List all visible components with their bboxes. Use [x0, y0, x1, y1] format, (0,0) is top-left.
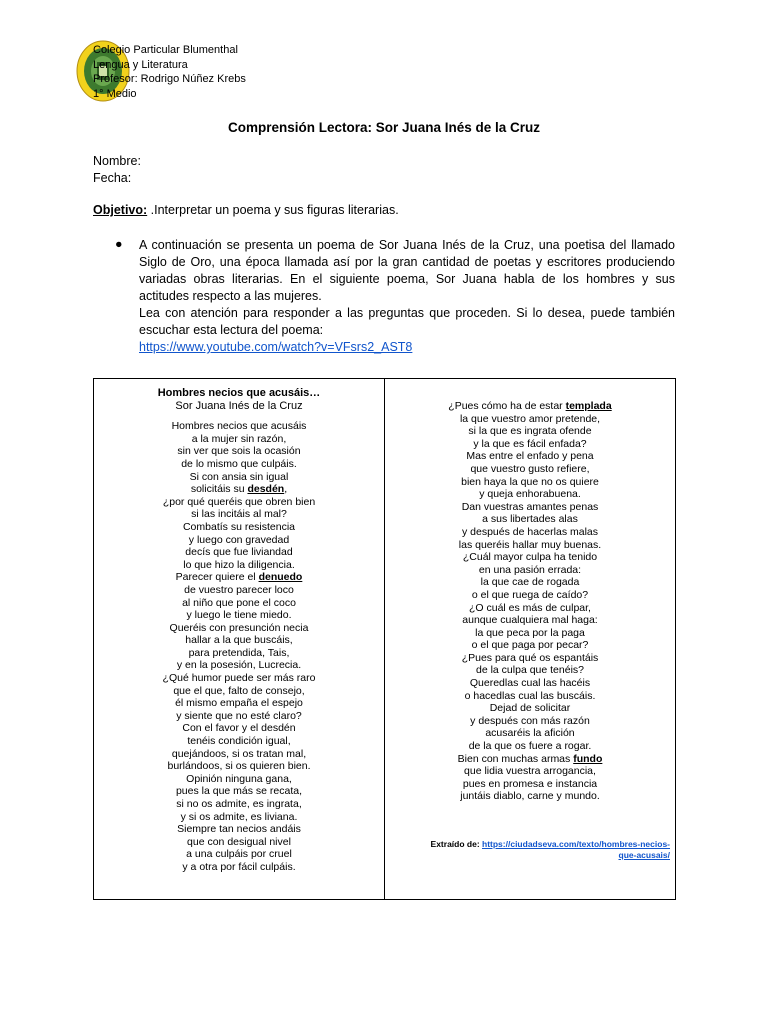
poem-left-column: [94, 387, 384, 874]
verse-line: lo que hizo la diligencia.: [183, 558, 295, 571]
verse-line: y la que es fácil enfada?: [473, 437, 587, 450]
verse-line: Queredlas cual las hacéis: [469, 677, 591, 690]
grade-level: 1° Medio: [93, 87, 137, 100]
verse-line: y si os admite, es liviana.: [180, 810, 298, 823]
source-link-continued[interactable]: que-acusais/: [618, 850, 670, 860]
poem-right-column: [385, 400, 675, 803]
verse-text: solicitáis su: [190, 483, 248, 496]
verse-text: Parecer quiere el: [175, 571, 259, 584]
source-citation: [394, 839, 670, 861]
verse-line: [94, 571, 384, 584]
verse-line: las queréis hallar muy buenas.: [458, 538, 602, 551]
verse-line: de lo mismo que culpáis.: [181, 457, 297, 470]
verse-line: para pretendida, Tais,: [188, 646, 290, 659]
intro-paragraph: [139, 237, 675, 356]
verse-line: ¿Pues para qué os espantáis: [461, 651, 599, 664]
source-label: Extraído de:: [430, 839, 483, 849]
verse-line: a la mujer sin razón,: [191, 432, 287, 445]
bullet-icon: ●: [115, 237, 123, 251]
youtube-link[interactable]: https://www.youtube.com/watch?v=VFsrs2_AST8: [139, 340, 413, 354]
verse-line: acusaréis la afición: [485, 727, 575, 740]
objective: [93, 203, 399, 217]
verse-line: que lidia vuestra arrogancia,: [464, 765, 596, 778]
verse-line: ¿O cuál es más de culpar,: [469, 601, 591, 614]
glossary-word: desdén: [247, 483, 285, 496]
objective-text: .Interpretar un poema y sus figuras literarias.: [147, 203, 399, 217]
verse-line: la que cae de rogada: [480, 576, 580, 589]
verse-line: y luego con gravedad: [188, 533, 290, 546]
verse-line: Siempre tan necios andáis: [177, 823, 301, 836]
verse-line: Con el favor y el desdén: [182, 722, 296, 735]
verse-line: ¿Cuál mayor culpa ha tenido: [462, 551, 598, 564]
verse-line: [385, 400, 675, 413]
verse-line: [94, 483, 384, 496]
glossary-word: templada: [565, 400, 612, 412]
verse-line: la que vuestro amor pretende,: [459, 412, 601, 425]
verse-line: que con desigual nivel: [187, 835, 291, 848]
teacher-name: Profesor: Rodrigo Núñez Krebs: [93, 73, 246, 85]
verse-line: y luego le tiene miedo.: [186, 609, 292, 622]
verse-line: bien haya la que no os quiere: [461, 475, 599, 488]
verse-line: Queréis con presunción necia: [169, 621, 309, 634]
verse-line: que el que, falto de consejo,: [173, 684, 305, 697]
name-field-label: Nombre:: [93, 154, 141, 168]
verse-line: en una pasión errada:: [478, 563, 582, 576]
verse-line: y queja enhorabuena.: [479, 488, 581, 501]
verse-text: Bien con muchas armas: [457, 752, 574, 765]
verse-line: de la que os fuere a rogar.: [468, 740, 592, 753]
verse-line: ¿por qué queréis que obren bien: [162, 495, 316, 508]
verse-line: si la que es ingrata ofende: [468, 425, 592, 438]
verse-line: al niño que pone el coco: [182, 596, 296, 609]
poem-author: Sor Juana Inés de la Cruz: [175, 399, 303, 412]
glossary-word: fundo: [573, 752, 603, 765]
objective-label: Objetivo:: [93, 203, 148, 217]
subject-name: Lengua y Literatura: [93, 58, 188, 71]
verse-line: hallar a la que buscáis,: [185, 634, 293, 647]
source-link[interactable]: https://ciudadseva.com/texto/hombres-necios-: [482, 839, 670, 849]
verse-line: si no os admite, es ingrata,: [176, 798, 302, 810]
verse-text: ¿Pues cómo ha de estar: [448, 400, 566, 412]
verse-line: o el que ruega de caído?: [471, 588, 589, 601]
instructions-text: Lea con atención para responder a las preguntas que proceden. Si lo desea, puede también escuchar esta lectura del poema:: [139, 306, 675, 337]
verse-line: decís que fue liviandad: [185, 546, 293, 559]
school-name: Colegio Particular Blumenthal: [93, 44, 238, 56]
verse-line: o hacedlas cual las buscáis.: [464, 689, 596, 702]
verse-line: aunque cualquiera mal haga:: [462, 614, 598, 627]
verse-line: a una culpáis por cruel: [186, 848, 292, 861]
verse-line: Dejad de solicitar: [489, 702, 571, 715]
verse-line: Combatís su resistencia: [182, 520, 296, 533]
verse-line: pues la que más se recata,: [175, 785, 303, 798]
verse-line: y después de hacerlas malas: [462, 525, 598, 538]
verse-line: si las incitáis al mal?: [191, 508, 287, 521]
verse-line: a sus libertades alas: [482, 513, 578, 526]
verse-line: Mas entre el enfado y pena: [466, 450, 594, 463]
verse-line: pues en promesa e instancia: [462, 777, 598, 790]
verse-line: Dan vuestras amantes penas: [461, 500, 599, 513]
verse-line: que vuestro gusto refiere,: [470, 462, 590, 475]
verse-line: sin ver que sois la ocasión: [177, 445, 301, 458]
verse-line: la que peca por la paga: [475, 626, 585, 639]
verse-text: ,: [284, 483, 288, 496]
date-field-label: Fecha:: [93, 171, 132, 185]
verse-line: y después con más razón: [470, 714, 590, 727]
verse-line: y a otra por fácil culpáis.: [182, 860, 296, 873]
verse-line: de la culpa que tenéis?: [476, 664, 584, 677]
verse-line: burlándoos, si os quieren bien.: [167, 760, 311, 773]
verse-line: tenéis condición igual,: [187, 735, 291, 748]
glossary-word: denuedo: [258, 571, 303, 584]
verse-line: Opinión ninguna gana,: [186, 772, 292, 785]
verse-line: él mismo empaña el espejo: [175, 697, 303, 710]
verse-line: y en la posesión, Lucrecia.: [176, 659, 302, 672]
verse-line: Si con ansia sin igual: [189, 470, 289, 483]
intro-text: A continuación se presenta un poema de Sor Juana Inés de la Cruz, una poetisa del llamado Siglo de Oro, una época llamada así por la gran cantidad de poetas y escritores produciendo variadas obras literarias. En el siguiente poema, Sor Juana habla de los hombres y sus actitudes respecto a las mujeres.: [139, 238, 675, 303]
verse-line: quejándoos, si os tratan mal,: [171, 747, 307, 760]
verse-line: de vuestro parecer loco: [184, 583, 294, 596]
verse-line: Hombres necios que acusáis: [171, 420, 307, 433]
verse-line: juntáis diablo, carne y mundo.: [460, 790, 600, 803]
verse-line: [385, 753, 675, 766]
document-title: Comprensión Lectora: Sor Juana Inés de la Cruz: [227, 120, 541, 135]
verse-line: y siente que no esté claro?: [176, 709, 302, 722]
verse-line: ¿Qué humor puede ser más raro: [162, 672, 316, 685]
verse-line: o el que paga por pecar?: [471, 639, 589, 652]
poem-title: Hombres necios que acusáis…: [157, 387, 321, 399]
poem-table: [93, 378, 676, 900]
